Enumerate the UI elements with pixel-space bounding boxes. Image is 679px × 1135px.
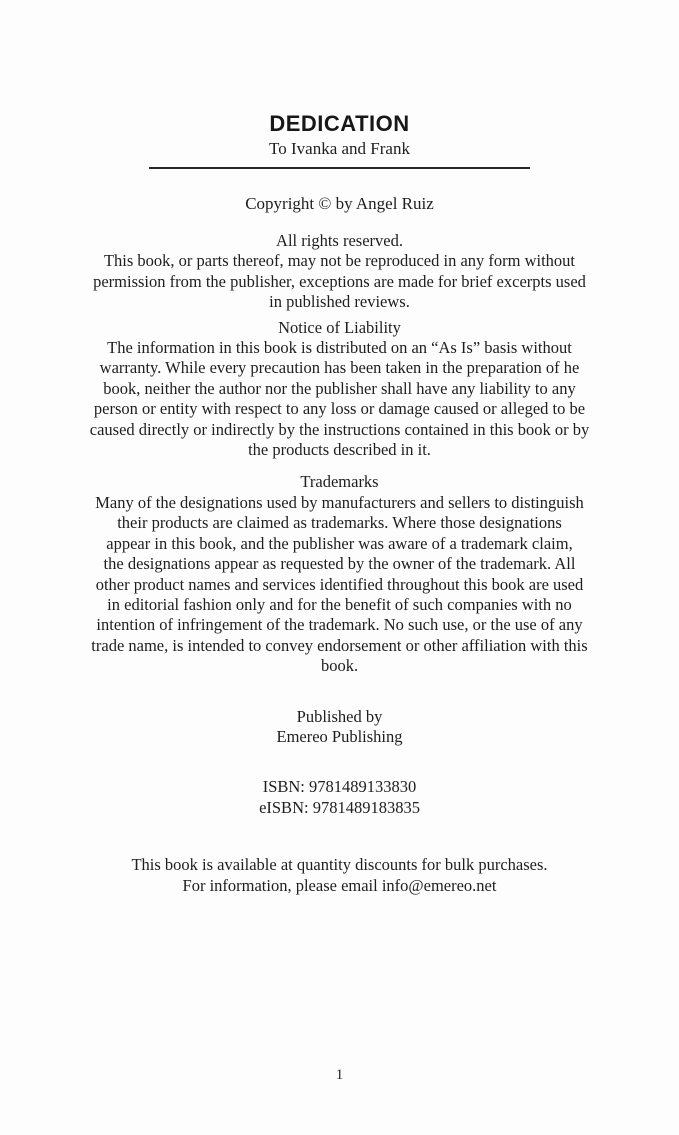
text-line: intention of infringement of the trademark. No such use, or the use of any: [96, 615, 583, 635]
text-line: ISBN: 9781489133830: [262, 777, 417, 797]
page-content: [80, 111, 600, 896]
text-line: Published by: [296, 706, 383, 726]
text-line: permission from the publisher, exceptions are made for brief excerpts used: [93, 271, 586, 291]
publisher-block: [80, 707, 600, 748]
text-line: All rights reserved.: [276, 231, 403, 250]
isbn-block: [80, 777, 600, 818]
text-line: The information in this book is distributed on an “As Is” basis without: [107, 338, 572, 358]
text-line: warranty. While every precaution has been taken in the preparation of he: [99, 358, 580, 378]
text-line: the products described in it.: [248, 440, 431, 460]
text-line: For information, please email info@emereo.net: [182, 875, 497, 895]
text-line: Many of the designations used by manufacturers and sellers to distinguish: [95, 492, 584, 512]
text-line: Trademarks: [300, 472, 379, 492]
text-line: person or entity with respect to any loss or damage caused or alleged to be: [93, 399, 586, 419]
text-line: This book, or parts thereof, may not be reproduced in any form without: [103, 251, 576, 271]
rights-reserved-paragraph: [80, 231, 600, 313]
text-line: Notice of Liability: [278, 317, 401, 337]
trademarks-paragraph: [80, 472, 600, 676]
dedication-text: To Ivanka and Frank: [269, 139, 410, 158]
text-line: in editorial fashion only and for the benefit of such companies with no: [107, 594, 572, 614]
bulk-purchase-note: [80, 855, 600, 896]
page-number: 1: [335, 1067, 344, 1083]
notice-of-liability-paragraph: [80, 318, 600, 461]
text-line: book, neither the author nor the publisher shall have any liability to any: [103, 378, 576, 398]
text-line: in published reviews.: [269, 292, 410, 312]
text-line: Emereo Publishing: [276, 726, 403, 746]
text-line: caused directly or indirectly by the instructions contained in this book or by: [89, 419, 590, 439]
text-line: appear in this book, and the publisher was aware of a trademark claim,: [106, 533, 573, 553]
text-line: trade name, is intended to convey endorsement or other affiliation with this: [91, 635, 588, 655]
text-line: book.: [320, 656, 359, 676]
horizontal-divider: [149, 167, 530, 169]
dedication-heading: DEDICATION: [269, 111, 410, 136]
copyright-line: Copyright © by Angel Ruiz: [245, 194, 434, 213]
text-line: their products are claimed as trademarks. Where those designations: [117, 513, 562, 533]
text-line: other product names and services identified throughout this book are used: [95, 574, 584, 594]
text-line: the designations appear as requested by the owner of the trademark. All: [103, 554, 576, 574]
text-line: This book is available at quantity discounts for bulk purchases.: [131, 855, 548, 875]
book-copyright-page: [0, 111, 679, 1135]
text-line: eISBN: 9781489183835: [259, 797, 420, 817]
